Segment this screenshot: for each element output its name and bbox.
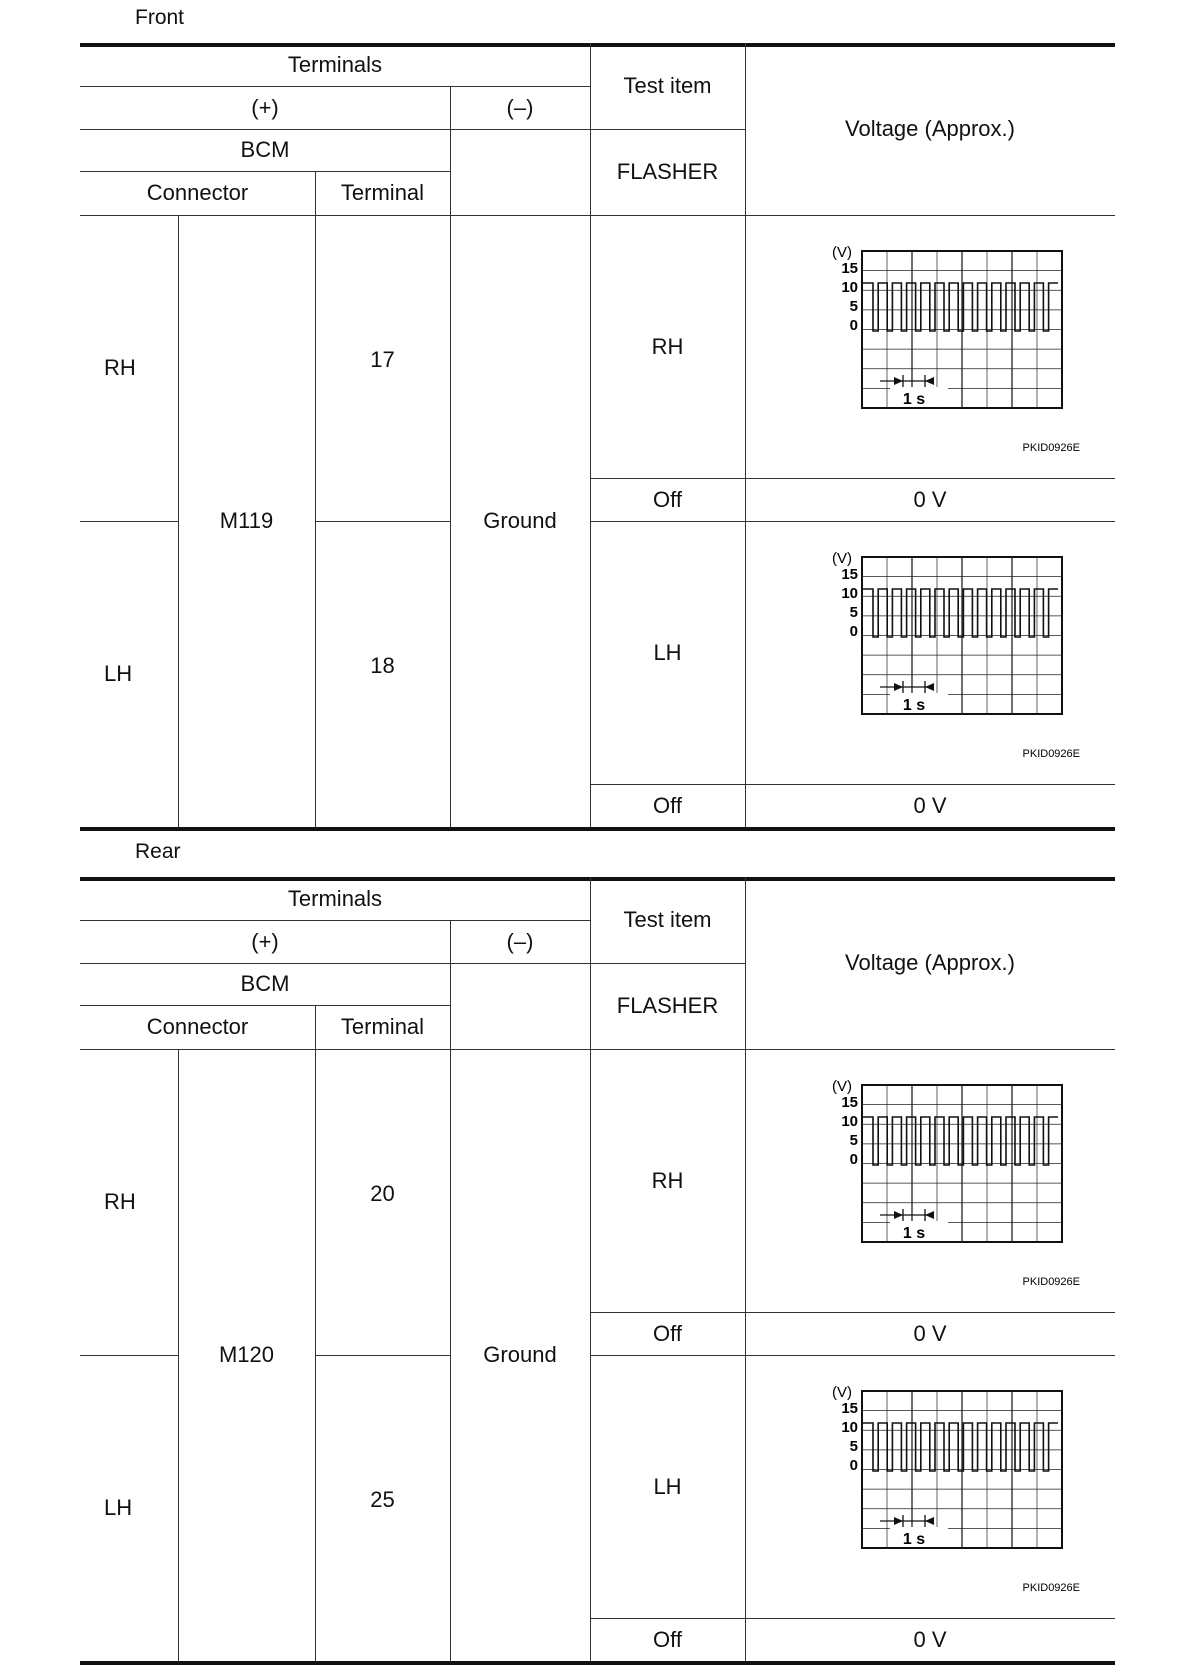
- terminal-header: Terminal: [340, 1014, 425, 1039]
- time-arrow-right: [894, 377, 903, 385]
- y-tick-label: 0: [849, 623, 858, 640]
- terminal-value-lh: 25: [370, 1487, 395, 1512]
- y-unit-label: (V): [832, 1078, 852, 1095]
- minus-header: (–): [506, 94, 534, 120]
- time-label: 1 s: [902, 697, 926, 714]
- y-tick-label: 0: [849, 1457, 858, 1474]
- waveform-svg: [780, 1363, 1080, 1598]
- y-tick-label: 5: [849, 1438, 858, 1455]
- figure-code: PKID0926E: [1022, 1276, 1080, 1288]
- terminals-header: Terminals: [287, 885, 383, 911]
- waveform-svg: [780, 529, 1080, 764]
- connector-header: Connector: [146, 180, 249, 205]
- y-tick-label: 10: [841, 279, 858, 296]
- y-unit-label: (V): [832, 1384, 852, 1401]
- y-tick-label: 5: [849, 604, 858, 621]
- test-item-rh: RH: [651, 333, 684, 359]
- waveform-rh: [780, 1057, 1080, 1292]
- y-tick-label: 5: [849, 1132, 858, 1149]
- minus-header: (–): [506, 928, 534, 954]
- y-tick-label: 10: [841, 585, 858, 602]
- off-voltage-rh: 0 V: [913, 1320, 947, 1346]
- y-tick-label: 15: [841, 260, 858, 277]
- section-label-rear: Rear: [135, 840, 181, 863]
- off-label-lh: Off: [653, 792, 682, 818]
- waveform-lh: [780, 529, 1080, 764]
- off-label-rh: Off: [653, 1320, 682, 1346]
- terminals-header: Terminals: [287, 51, 383, 77]
- terminal-header: Terminal: [340, 180, 425, 205]
- test-item-lh: LH: [653, 1473, 682, 1499]
- voltage-header: Voltage (Approx.): [845, 950, 1015, 975]
- y-unit-label: (V): [832, 244, 852, 261]
- test-item-lh: LH: [653, 639, 682, 665]
- time-label: 1 s: [902, 391, 926, 408]
- flasher-header: FLASHER: [616, 993, 719, 1018]
- plus-header: (+): [251, 94, 279, 120]
- connector-value: M119: [219, 508, 274, 533]
- y-unit-label: (V): [832, 550, 852, 567]
- y-tick-label: 0: [849, 317, 858, 334]
- connector-header: Connector: [146, 1014, 249, 1039]
- y-tick-label: 15: [841, 1400, 858, 1417]
- side-lh: LH: [104, 661, 133, 686]
- test-item-header: Test item: [623, 73, 712, 98]
- time-arrow-left: [925, 1211, 934, 1219]
- plus-header: (+): [251, 928, 279, 954]
- y-tick-label: 0: [849, 1151, 858, 1168]
- voltage-header: Voltage (Approx.): [845, 116, 1015, 141]
- time-label: 1 s: [902, 1225, 926, 1242]
- waveform-svg: [780, 1057, 1080, 1292]
- time-arrow-right: [894, 1517, 903, 1525]
- terminal-value-lh: 18: [370, 653, 395, 678]
- ground-value: Ground: [483, 1342, 557, 1367]
- y-tick-label: 15: [841, 566, 858, 583]
- off-voltage-rh: 0 V: [913, 486, 947, 512]
- y-tick-label: 15: [841, 1094, 858, 1111]
- off-voltage-lh: 0 V: [913, 1626, 947, 1652]
- off-voltage-lh: 0 V: [913, 792, 947, 818]
- time-arrow-left: [925, 1517, 934, 1525]
- time-label: 1 s: [902, 1531, 926, 1548]
- time-arrow-left: [925, 683, 934, 691]
- side-rh: RH: [104, 355, 136, 380]
- y-tick-label: 5: [849, 298, 858, 315]
- bcm-header: BCM: [240, 971, 290, 996]
- side-lh: LH: [104, 1495, 133, 1520]
- figure-code: PKID0926E: [1022, 442, 1080, 454]
- time-arrow-right: [894, 1211, 903, 1219]
- flasher-header: FLASHER: [616, 159, 719, 184]
- ground-value: Ground: [483, 508, 557, 533]
- rear-table: [80, 877, 1115, 1667]
- figure-code: PKID0926E: [1022, 748, 1080, 760]
- off-label-rh: Off: [653, 486, 682, 512]
- section-label-front: Front: [135, 6, 185, 29]
- terminal-value-rh: 17: [370, 347, 395, 372]
- terminal-value-rh: 20: [370, 1181, 395, 1206]
- side-rh: RH: [104, 1189, 136, 1214]
- y-tick-label: 10: [841, 1113, 858, 1130]
- y-tick-label: 10: [841, 1419, 858, 1436]
- figure-code: PKID0926E: [1022, 1582, 1080, 1594]
- bcm-header: BCM: [240, 137, 290, 162]
- test-item-rh: RH: [651, 1167, 684, 1193]
- front-table: [80, 43, 1115, 833]
- waveform-lh: [780, 1363, 1080, 1598]
- waveform-rh: [780, 223, 1080, 458]
- connector-value: M120: [218, 1342, 275, 1367]
- test-item-header: Test item: [623, 907, 712, 932]
- waveform-svg: [780, 223, 1080, 458]
- time-arrow-right: [894, 683, 903, 691]
- off-label-lh: Off: [653, 1626, 682, 1652]
- time-arrow-left: [925, 377, 934, 385]
